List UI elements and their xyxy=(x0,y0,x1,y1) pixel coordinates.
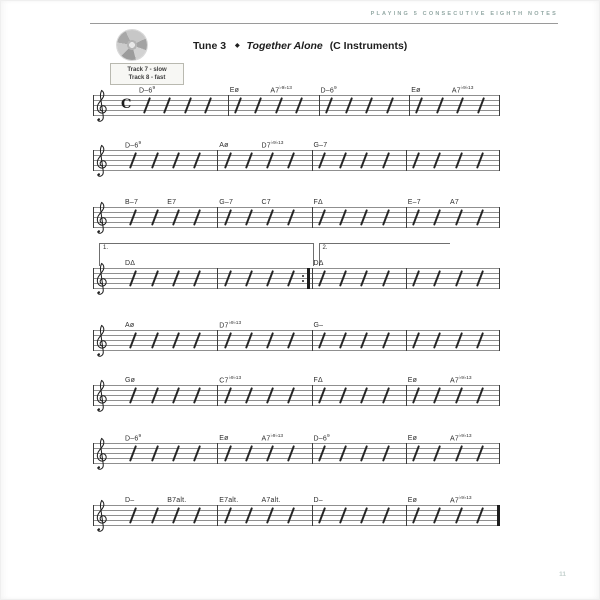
barline xyxy=(312,207,313,228)
staff-system-4 xyxy=(93,236,500,292)
chord-symbol: FΔ xyxy=(313,199,323,206)
volta-label: 2. xyxy=(322,245,328,251)
barline xyxy=(406,150,407,171)
chord-extension: ♭9♭13 xyxy=(459,433,472,439)
chord-symbol: Aø xyxy=(219,142,229,149)
treble-clef-icon xyxy=(95,499,108,533)
staff-line xyxy=(93,330,500,331)
barline xyxy=(228,95,229,116)
chord-symbol: Eø xyxy=(411,87,421,94)
end-repeat-barline xyxy=(307,268,310,289)
barline xyxy=(312,443,313,464)
staff-line xyxy=(93,525,500,526)
chord-symbol: $A7^{♭9♭13}$ xyxy=(451,85,474,94)
barline xyxy=(499,330,500,351)
track-label-fast: Track 8 - fast xyxy=(128,75,166,81)
barline xyxy=(406,330,407,351)
staff-system-7 xyxy=(93,411,500,467)
final-barline xyxy=(497,505,500,526)
chord-symbol: $A7^{♭9♭13}$ xyxy=(450,433,472,442)
chord-extension: 9 xyxy=(326,433,330,439)
chord-symbol: B–7 xyxy=(125,199,139,206)
treble-clef-icon xyxy=(95,437,108,471)
chord-extension: ♭9♭13 xyxy=(459,375,472,381)
treble-clef-icon xyxy=(95,379,108,413)
chord-symbol: $A7^{♭9♭13}$ xyxy=(450,375,472,384)
start-barline xyxy=(93,95,94,116)
chord-extension: ♭9♭13 xyxy=(279,85,292,91)
staff-system-8 xyxy=(93,473,500,529)
barline xyxy=(312,268,313,289)
staff-line xyxy=(93,95,500,96)
tune-instrumentation: (C Instruments) xyxy=(329,40,408,52)
chord-symbol: $C7^{♭9♭13}$ xyxy=(219,375,242,384)
barline xyxy=(312,505,313,526)
treble-clef-icon xyxy=(95,201,108,235)
barline xyxy=(499,268,500,289)
start-barline xyxy=(93,150,94,171)
treble-clef-icon xyxy=(95,144,108,178)
start-barline xyxy=(93,268,94,289)
chord-symbol: G–7 xyxy=(219,199,234,206)
chord-symbol: G–7 xyxy=(313,142,328,149)
barline xyxy=(217,385,218,406)
chord-symbol: $D-6^9$ xyxy=(320,85,337,94)
staff xyxy=(93,443,500,464)
chord-symbol: A7 xyxy=(450,199,460,206)
staff-line xyxy=(93,405,500,406)
chord-extension: ♭9♭13 xyxy=(460,85,474,91)
volta-bracket xyxy=(319,243,451,266)
staff xyxy=(93,207,500,228)
staff xyxy=(93,330,500,351)
start-barline xyxy=(93,330,94,351)
volta-label: 1. xyxy=(103,245,109,251)
start-barline xyxy=(93,207,94,228)
chord-extension: 9 xyxy=(138,433,142,439)
staff-system-5 xyxy=(93,298,500,354)
staff-line xyxy=(93,100,500,101)
barline xyxy=(499,95,500,116)
staff-line xyxy=(93,150,500,151)
chord-extension: ♭9♭13 xyxy=(228,375,242,381)
chord-symbol: $D-6^9$ xyxy=(313,433,330,442)
chord-symbol: E–7 xyxy=(407,199,421,206)
chord-symbol: E7 xyxy=(167,199,177,206)
chord-symbol: A7alt. xyxy=(261,497,281,504)
chord-extension: ♭9♭13 xyxy=(459,495,472,501)
barline xyxy=(499,150,500,171)
chord-symbol: $D7^{♭9♭13}$ xyxy=(219,320,242,329)
chord-extension: ♭9♭13 xyxy=(270,140,284,146)
barline xyxy=(406,385,407,406)
chord-symbol: Eø xyxy=(407,435,418,442)
staff-line xyxy=(93,170,500,171)
barline xyxy=(217,207,218,228)
staff-line xyxy=(93,227,500,228)
chord-symbol: Eø xyxy=(407,497,418,504)
staff xyxy=(93,268,500,289)
chord-symbol: $D-6^9$ xyxy=(125,433,142,442)
barline xyxy=(312,385,313,406)
staff-line xyxy=(93,207,500,208)
barline xyxy=(217,443,218,464)
repeat-dot xyxy=(302,280,304,282)
chord-symbol: DΔ xyxy=(313,260,324,267)
staff-line xyxy=(93,505,500,506)
chord-symbol: $D-6^9$ xyxy=(139,85,156,94)
page-number: 11 xyxy=(559,571,566,578)
chord-extension: ♭9♭13 xyxy=(228,320,242,326)
staff-line xyxy=(93,115,500,116)
chord-extension: 9 xyxy=(138,140,142,146)
chord-symbol: D– xyxy=(125,497,135,504)
repeat-dot xyxy=(302,275,304,277)
start-barline xyxy=(93,505,94,526)
barline xyxy=(217,330,218,351)
chord-symbol: $A7^{♭9♭13}$ xyxy=(450,495,472,504)
chord-symbol: DΔ xyxy=(125,260,136,267)
staff-line xyxy=(93,268,500,269)
barline xyxy=(217,268,218,289)
chord-symbol: Eø xyxy=(229,87,240,94)
barline xyxy=(499,207,500,228)
chord-symbol: $D-6^9$ xyxy=(125,140,142,149)
chord-symbol: Eø xyxy=(219,435,229,442)
treble-clef-icon xyxy=(95,262,108,296)
barline xyxy=(499,385,500,406)
barline xyxy=(217,150,218,171)
staff xyxy=(93,150,500,171)
barline xyxy=(409,95,410,116)
staff xyxy=(93,385,500,406)
chord-symbol: $A7^{♭9♭13}$ xyxy=(270,85,292,94)
tune-name: Together Alone xyxy=(246,40,323,52)
staff-line xyxy=(93,350,500,351)
chord-extension: 9 xyxy=(333,85,337,91)
staff-system-6 xyxy=(93,353,500,409)
staff-line xyxy=(93,443,500,444)
staff-line xyxy=(93,385,500,386)
chord-symbol: D– xyxy=(313,497,323,504)
staff xyxy=(93,505,500,526)
chord-symbol: E7alt. xyxy=(219,497,239,504)
staff-system-3 xyxy=(93,175,500,231)
chord-extension: 9 xyxy=(152,85,156,91)
barline xyxy=(499,443,500,464)
barline xyxy=(406,443,407,464)
chord-symbol: $A7^{♭9♭13}$ xyxy=(261,433,284,442)
barline xyxy=(312,150,313,171)
track-label-slow: Track 7 - slow xyxy=(127,67,167,73)
chord-symbol: FΔ xyxy=(313,377,323,384)
tune-number: Tune 3 xyxy=(193,40,227,52)
staff-system-2 xyxy=(93,118,500,174)
chord-symbol: B7alt. xyxy=(167,497,187,504)
diamond-separator-icon: ◆ xyxy=(234,43,240,49)
barline xyxy=(217,505,218,526)
barline xyxy=(312,330,313,351)
chord-symbol: $D7^{♭9♭13}$ xyxy=(261,140,284,149)
barline xyxy=(319,95,320,116)
chord-symbol: Gø xyxy=(125,377,136,384)
staff-system-1 xyxy=(93,63,500,119)
start-barline xyxy=(93,385,94,406)
running-header: PLAYING 5 CONSECUTIVE EIGHTH NOTES xyxy=(370,11,558,17)
barline xyxy=(406,207,407,228)
chord-extension: ♭9♭13 xyxy=(270,433,284,439)
staff-line xyxy=(93,463,500,464)
staff-line xyxy=(93,288,500,289)
chord-symbol: Eø xyxy=(407,377,418,384)
start-barline xyxy=(93,443,94,464)
time-signature: C xyxy=(121,97,132,112)
chord-symbol: C7 xyxy=(261,199,271,206)
chord-symbol: Aø xyxy=(125,322,135,329)
barline xyxy=(406,268,407,289)
chord-symbol: G– xyxy=(313,322,324,329)
barline xyxy=(406,505,407,526)
staff xyxy=(93,95,500,116)
